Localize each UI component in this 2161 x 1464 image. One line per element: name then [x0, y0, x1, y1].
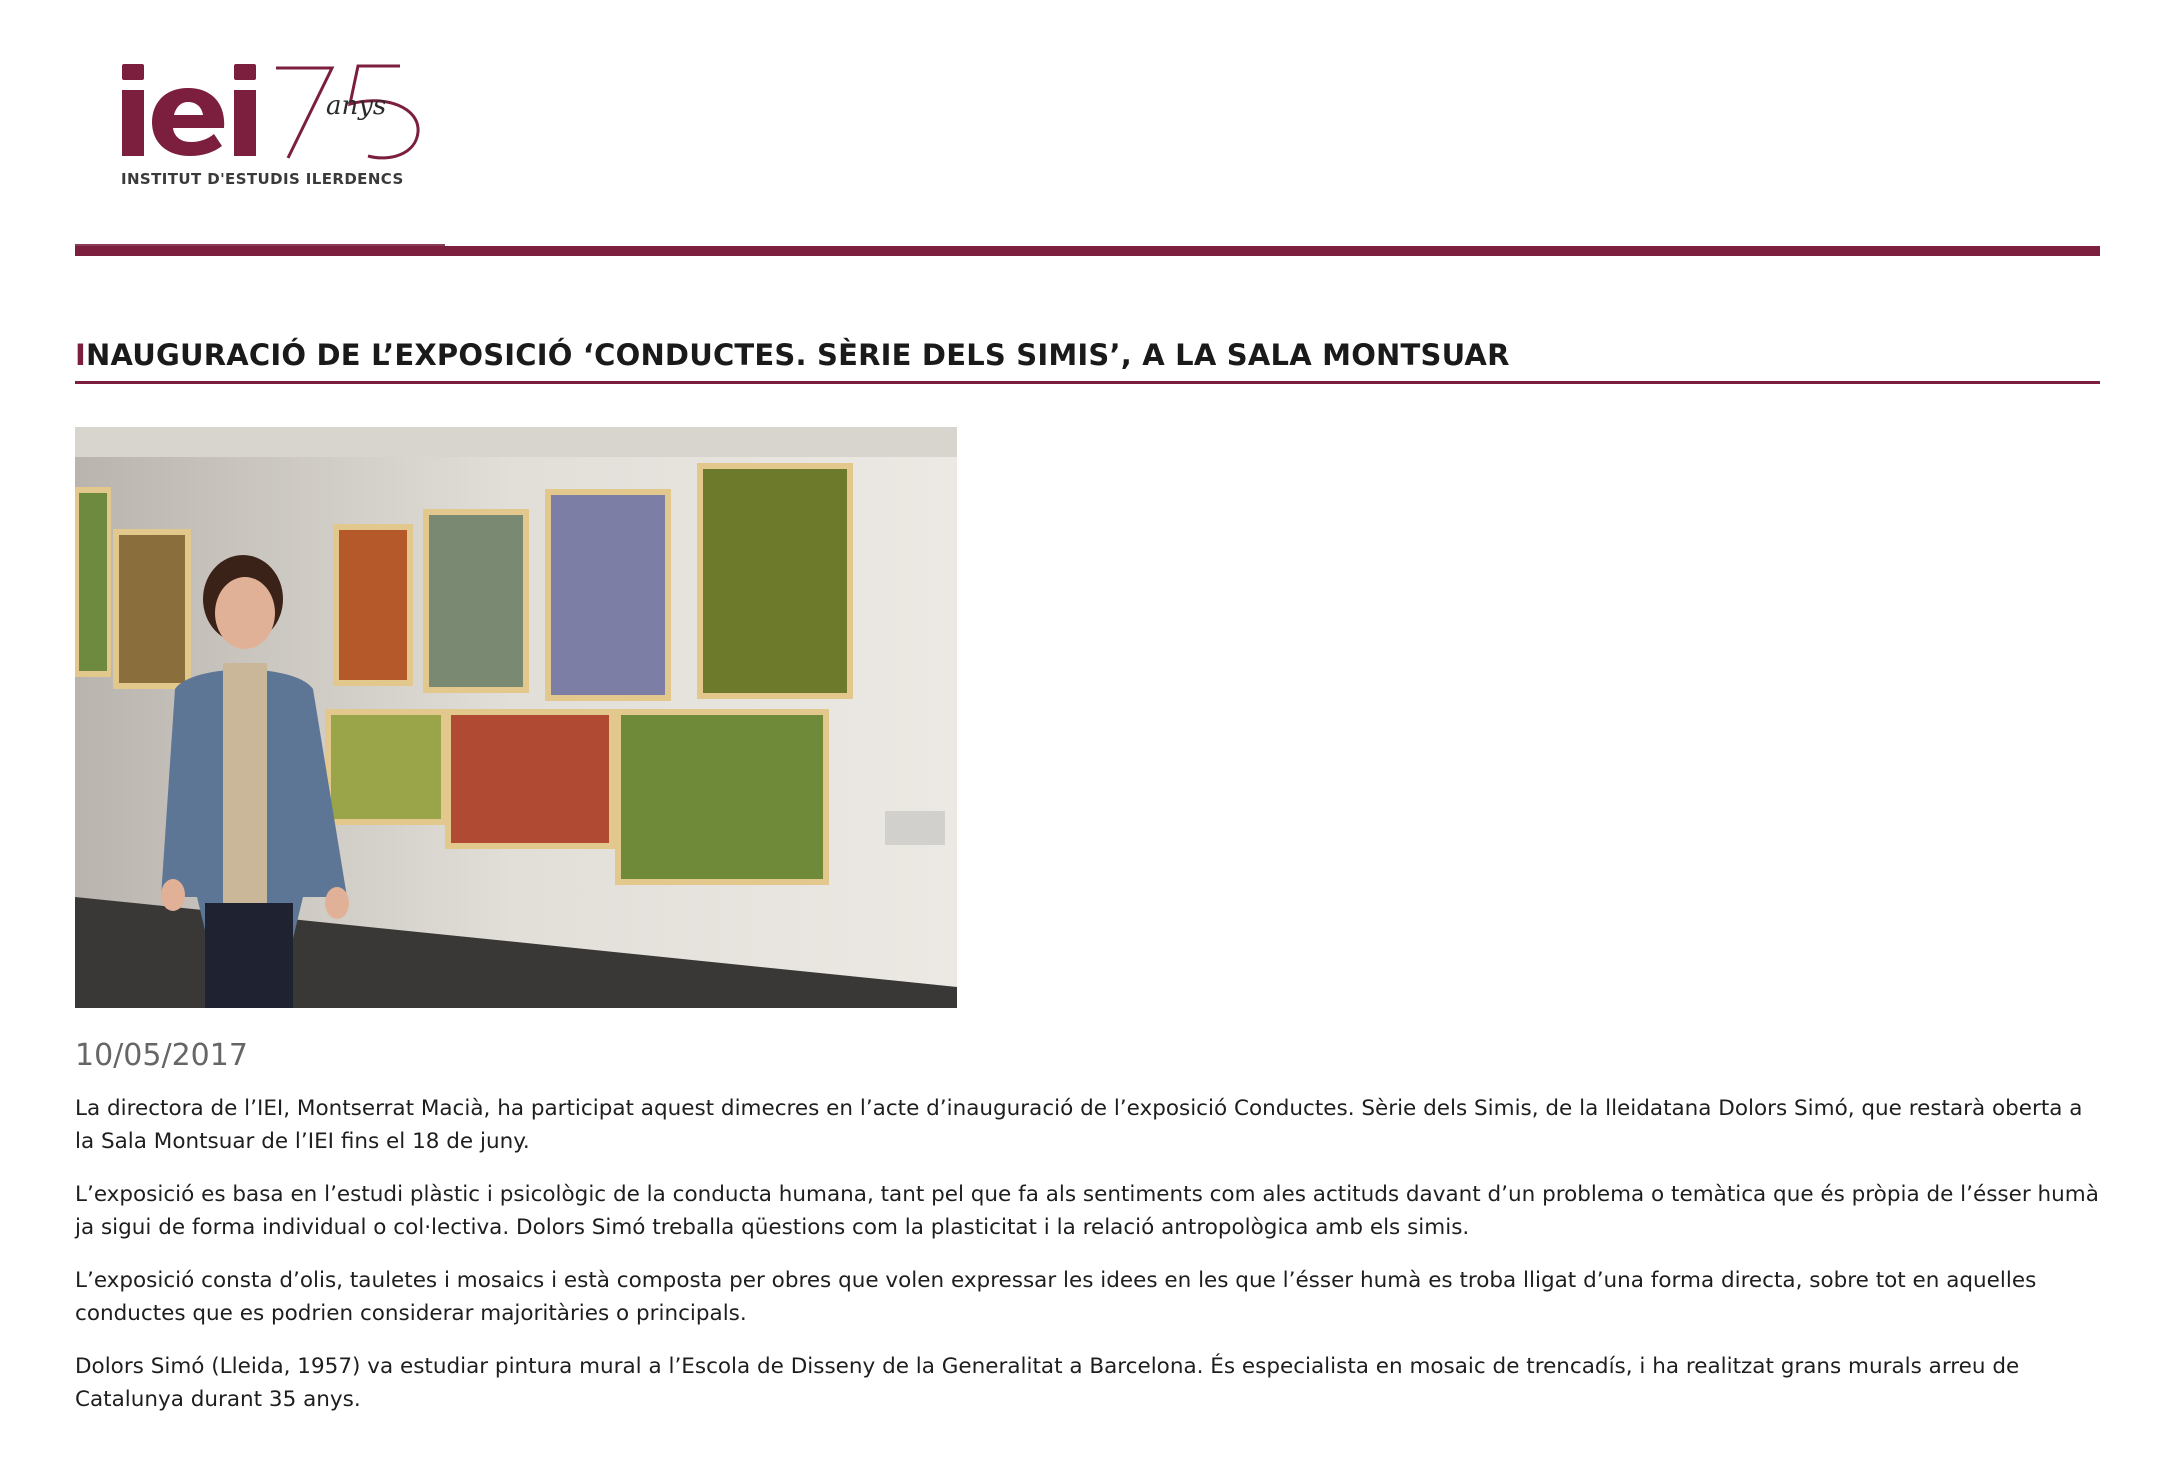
- logo-subtitle: INSTITUT D'ESTUDIS ILERDENCS: [121, 170, 404, 188]
- logo-letter-i-stem-2: [234, 90, 256, 156]
- title-underline: [75, 381, 2100, 384]
- logo-letter-i-dot-1: [122, 64, 144, 80]
- header-rule: [75, 246, 2100, 256]
- article-body: [75, 1092, 2100, 1436]
- article-title-rest: NAUGURACIÓ DE L’EXPOSICIÓ ‘CONDUCTES. SÈRIE DELS SIMIS’, A LA SALA MONTSUAR: [86, 338, 1510, 372]
- article-paragraph: L’exposició consta d’olis, tauletes i mosaics i està composta per obres que volen expressar les idees en les que l’ésser humà es troba lligat d’una forma directa, sobre tot en aquelles conductes que es podrien considerar majoritàries o principals.: [75, 1268, 2037, 1326]
- logo-letter-e: [152, 88, 224, 156]
- exhibition-photo-illustration: [75, 427, 957, 1008]
- logo-letter-i-stem-1: [122, 90, 144, 156]
- article-paragraph: Dolors Simó (Lleida, 1957) va estudiar pintura mural a l’Escola de Disseny de la Generalitat a Barcelona. És especialista en mosaic de trencadís, i ha realitzat grans murals arreu de Catalunya durant 35 anys.: [75, 1354, 2020, 1412]
- article-paragraph: L’exposició es basa en l’estudi plàstic i psicològic de la conducta humana, tant pel que fa als sentiments com ales actituds davant d’un problema o temàtica que és pròpia de l’ésser humà ja sigui de forma individual o col·lectiva. Dolors Simó treballa qüestions com la plasticitat i la relació antropològica amb els simis.: [75, 1182, 2099, 1240]
- logo-graphic: [118, 58, 448, 168]
- article-date: 10/05/2017: [75, 1038, 248, 1073]
- logo-anys-text: anys: [326, 91, 387, 121]
- article-title: [75, 338, 1510, 372]
- iei-75-logo: [118, 58, 448, 198]
- logo-letter-i-dot-2: [234, 64, 256, 80]
- logo-number-7: [276, 68, 332, 158]
- article-paragraph: La directora de l’IEI, Montserrat Macià, ha participat aquest dimecres en l’acte d’inauguració de l’exposició Conductes. Sèrie dels Simis, de la lleidatana Dolors Simó, que restarà oberta a la Sala Montsuar de l’IEI fins el 18 de juny.: [75, 1096, 2083, 1154]
- article-title-initial: I: [75, 338, 86, 372]
- exhibition-photo: [75, 427, 957, 1008]
